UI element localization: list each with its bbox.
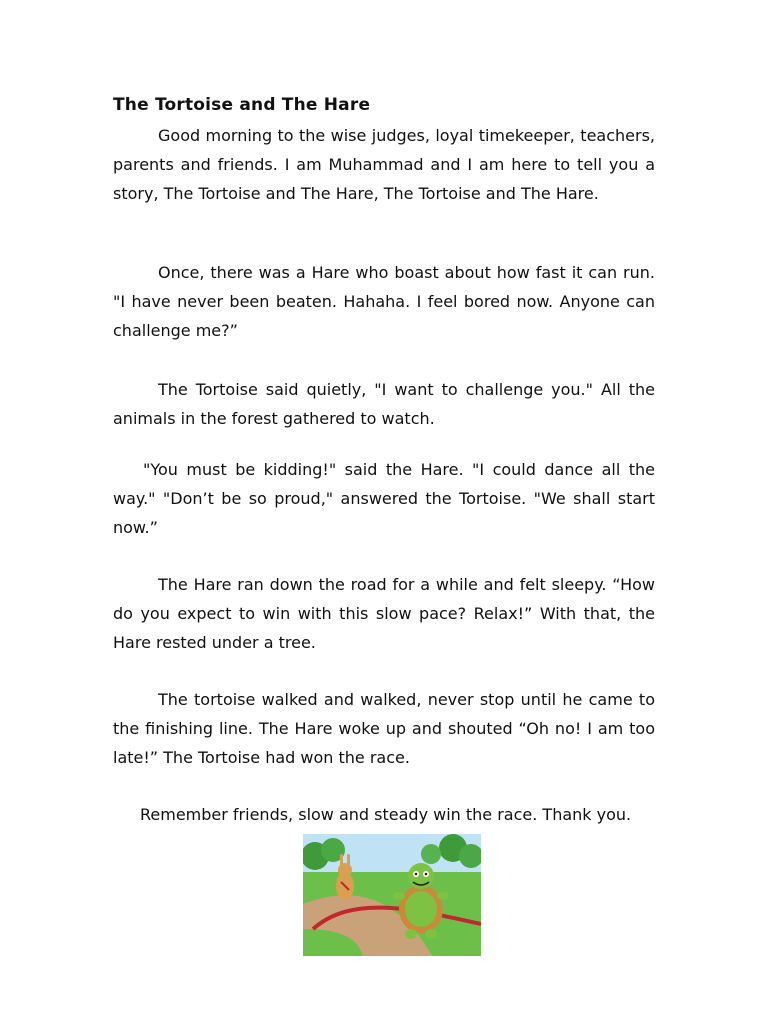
story-title: The Tortoise and The Hare xyxy=(113,95,371,115)
paragraph-hare-rests: The Hare ran down the road for a while and felt sleepy. “How do you expect to win with this slow pace? Relax!” With that, the Hare rested under a tree. xyxy=(113,575,655,652)
paragraph-moral: Remember friends, slow and steady win the race. Thank you. xyxy=(140,805,632,824)
paragraph-tortoise-challenge: The Tortoise said quietly, "I want to challenge you." All the animals in the forest gathered to watch. xyxy=(113,380,655,428)
paragraph-hare-boast: Once, there was a Hare who boast about how fast it can run. "I have never been beaten. Hahaha. I feel bored now. Anyone can challenge me?” xyxy=(113,263,655,340)
paragraph-greeting: Good morning to the wise judges, loyal timekeeper, teachers, parents and friends. I am Muhammad and I am here to tell you a story, The Tortoise and The Hare, The Tortoise and The Hare. xyxy=(113,126,655,203)
tortoise-hare-race-illustration xyxy=(303,834,481,956)
paragraph-hare-reply: "You must be kidding!" said the Hare. "I could dance all the way." "Don’t be so proud," answered the Tortoise. "We shall start now.” xyxy=(113,460,655,537)
paragraph-tortoise-wins: The tortoise walked and walked, never stop until he came to the finishing line. The Hare woke up and shouted “Oh no! I am too late!” The Tortoise had won the race. xyxy=(113,690,655,767)
